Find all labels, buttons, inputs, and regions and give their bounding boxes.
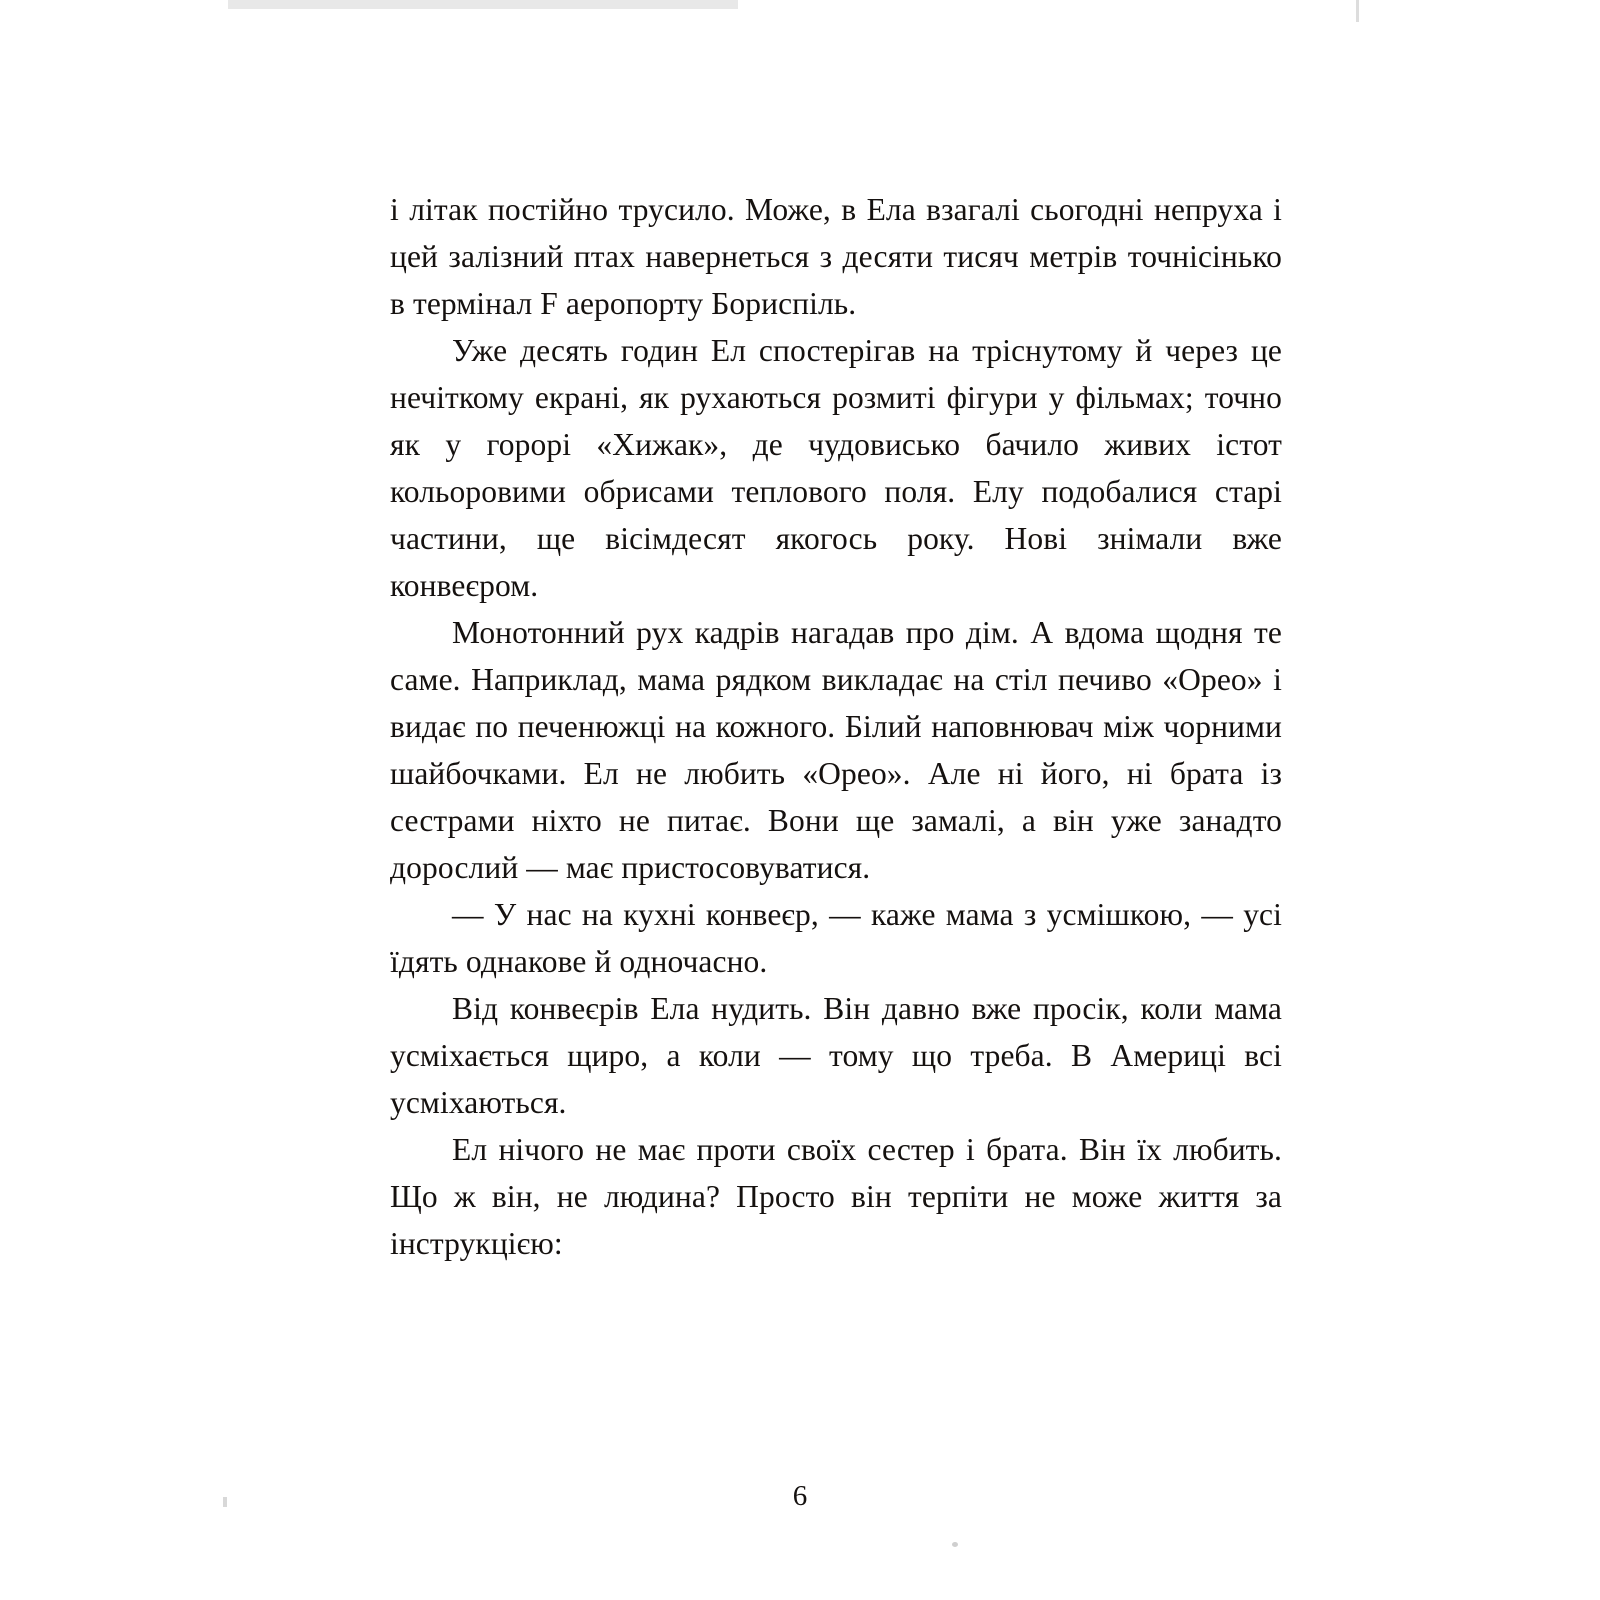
- scan-speck-left: [223, 1497, 227, 1507]
- body-text-column: [390, 186, 1282, 1267]
- paragraph-2: Уже десять годин Ел спостерігав на тріснутому й через це нечіткому екрані, як рухаються розмиті фігури у фільмах; точно як у горорі «Хижак», де чудовисько бачило живих істот кольоровими обрисами теплового поля. Елу подобалися старі частини, ще вісімдесят якогось року. Нові знімали вже конвеєром.: [390, 333, 1282, 603]
- paragraph-5: Від конвеєрів Ела нудить. Він давно вже просік, коли мама усміхається щиро, а коли — тому що треба. В Америці всі усміхаються.: [390, 991, 1282, 1120]
- scan-artifact-top-left: [228, 0, 738, 9]
- paragraph-4: — У нас на кухні конвеєр, — каже мама з усмішкою, — усі їдять однакове й одночасно.: [390, 897, 1282, 979]
- paragraph-6: Ел нічого не має проти своїх сестер і брата. Він їх любить. Що ж він, не людина? Просто він терпіти не може життя за інструкцією:: [390, 1132, 1282, 1261]
- paragraph-1: і літак постійно трусило. Може, в Ела взагалі сьогодні непруха і цей залізний птах навернеться з десяти тисяч метрів точнісінько в термінал F аеропорту Бориспіль.: [390, 192, 1282, 321]
- page-number: 6: [792, 1480, 808, 1512]
- scan-artifact-top-right: [1356, 0, 1359, 22]
- scan-speck-bottom: [952, 1542, 958, 1547]
- paragraph-3: Монотонний рух кадрів нагадав про дім. А вдома щодня те саме. Наприклад, мама рядком викладає на стіл печиво «Орео» і видає по печенюжці на кожного. Білий наповнювач між чорними шайбочками. Ел не любить «Орео». Але ні його, ні брата із сестрами ніхто не питає. Вони ще замалі, а він уже занадто дорослий — має пристосовуватися.: [390, 615, 1282, 885]
